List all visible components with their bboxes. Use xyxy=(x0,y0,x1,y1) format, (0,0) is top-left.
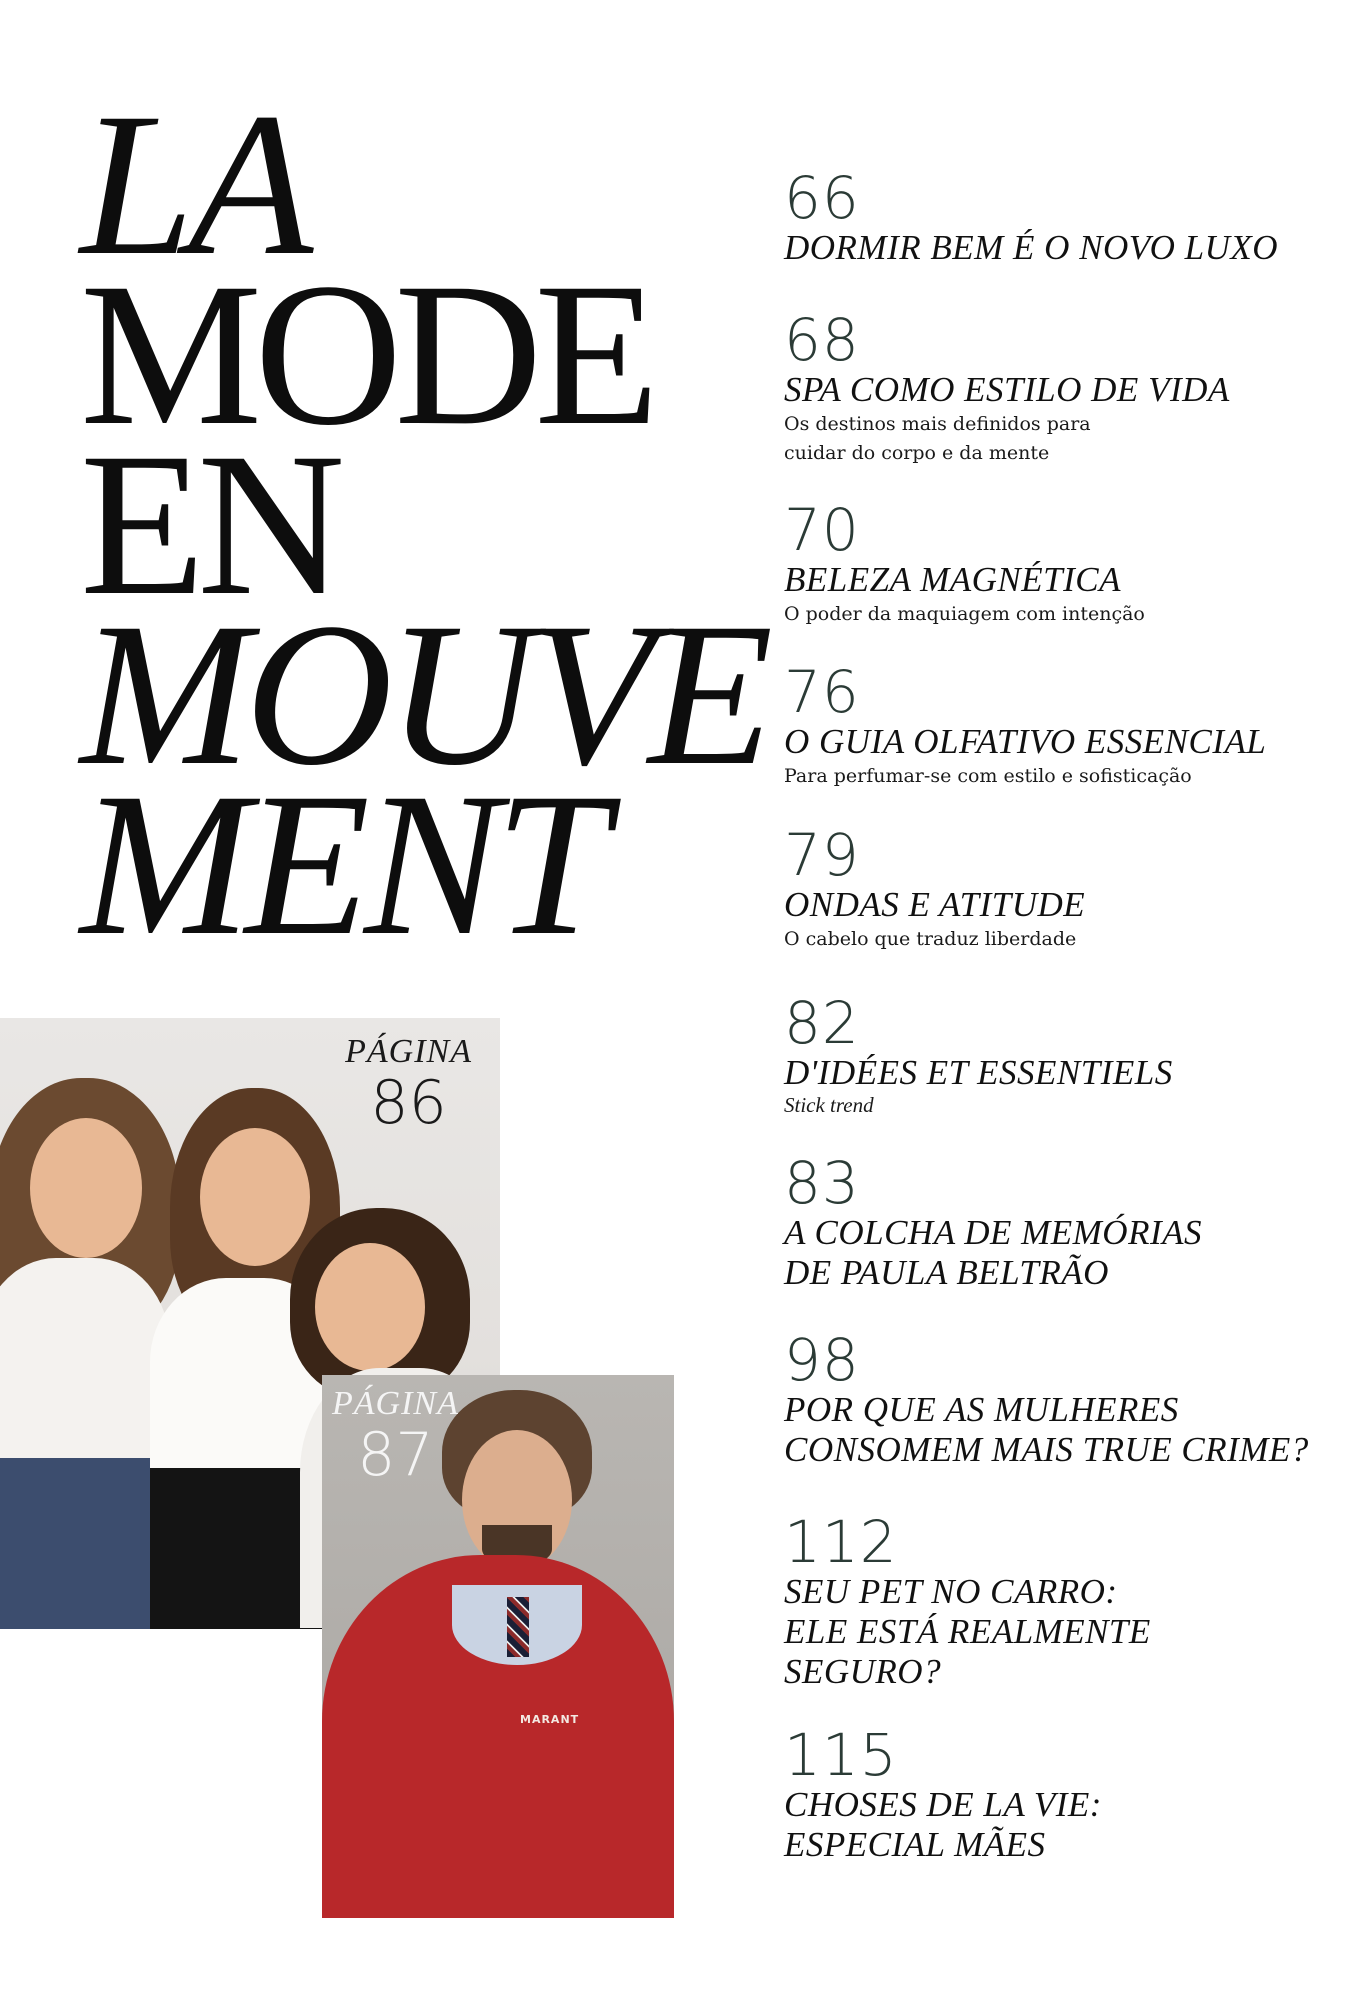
toc-entry[interactable] xyxy=(784,1721,1344,1865)
headline-line-4: MOUVE xyxy=(80,581,768,808)
toc-entry[interactable] xyxy=(784,821,1344,954)
toc-entry[interactable] xyxy=(784,989,1344,1117)
page-label-word: PÁGINA xyxy=(332,1385,459,1422)
headline-line-2: MODE xyxy=(80,241,652,468)
toc-page-number: 76 xyxy=(784,658,860,726)
headline-line-1: LA xyxy=(80,71,308,298)
page-label-number: 86 xyxy=(370,1068,447,1138)
headline-line-3: EN xyxy=(80,411,338,638)
toc-title: A COLCHA DE MEMÓRIAS DE PAULA BELTRÃO xyxy=(784,1213,1202,1292)
man-tie-knot xyxy=(507,1597,529,1657)
woman-right-face xyxy=(315,1243,425,1371)
toc-subtitle: Para perfumar-se com estilo e sofisticação xyxy=(784,765,1192,787)
hoodie-logo-text: MARANT xyxy=(520,1713,580,1726)
toc-page-number: 115 xyxy=(784,1721,898,1789)
toc-title: D'IDÉES ET ESSENTIELS xyxy=(784,1053,1173,1092)
page-label-word: PÁGINA xyxy=(345,1033,472,1070)
toc-page-number: 79 xyxy=(784,821,860,889)
toc-page-number: 98 xyxy=(784,1326,860,1394)
woman-middle-face xyxy=(200,1128,310,1266)
woman-left-jeans xyxy=(0,1458,150,1629)
toc-title: SEU PET NO CARRO: ELE ESTÁ REALMENTE SEGURO? xyxy=(784,1572,1151,1691)
woman-left-top xyxy=(0,1258,170,1478)
toc-title: O GUIA OLFATIVO ESSENCIAL xyxy=(784,722,1267,761)
toc-title: ONDAS E ATITUDE xyxy=(784,885,1086,924)
toc-title: SPA COMO ESTILO DE VIDA xyxy=(784,370,1230,409)
toc-title: CHOSES DE LA VIE: ESPECIAL MÃES xyxy=(784,1785,1102,1864)
toc-title: POR QUE AS MULHERES CONSOMEM MAIS TRUE CRIME? xyxy=(784,1390,1309,1469)
toc-entry[interactable] xyxy=(784,496,1344,629)
toc-entry[interactable] xyxy=(784,306,1344,468)
toc-page-number: 112 xyxy=(784,1508,898,1576)
toc-entry[interactable] xyxy=(784,1149,1344,1293)
woman-left-face xyxy=(30,1118,142,1258)
photo-man-red-hoodie xyxy=(322,1375,674,1918)
toc-page-number: 82 xyxy=(784,989,860,1057)
toc-subtitle: Stick trend xyxy=(784,1093,874,1117)
headline xyxy=(80,71,768,978)
toc-page-number: 68 xyxy=(784,306,860,374)
toc-page-number: 83 xyxy=(784,1149,860,1217)
page-label-number: 87 xyxy=(357,1420,434,1490)
toc-entry[interactable] xyxy=(784,658,1344,791)
toc-entry[interactable] xyxy=(784,164,1344,268)
toc-title: BELEZA MAGNÉTICA xyxy=(784,560,1121,599)
toc-page-number: 70 xyxy=(784,496,860,564)
toc-page-number: 66 xyxy=(784,164,860,232)
toc-title: DORMIR BEM É O NOVO LUXO xyxy=(784,228,1279,267)
toc-entry[interactable] xyxy=(784,1326,1344,1470)
page-label-86 xyxy=(345,1033,472,1138)
toc-subtitle: O cabelo que traduz liberdade xyxy=(784,928,1077,950)
toc-subtitle: O poder da maquiagem com intenção xyxy=(784,603,1145,625)
page-label-87 xyxy=(332,1385,459,1490)
headline-line-5: MENT xyxy=(80,751,603,978)
toc-entry[interactable] xyxy=(784,1508,1344,1692)
toc-subtitle: Os destinos mais definidos para cuidar do corpo e da mente xyxy=(784,413,1091,464)
